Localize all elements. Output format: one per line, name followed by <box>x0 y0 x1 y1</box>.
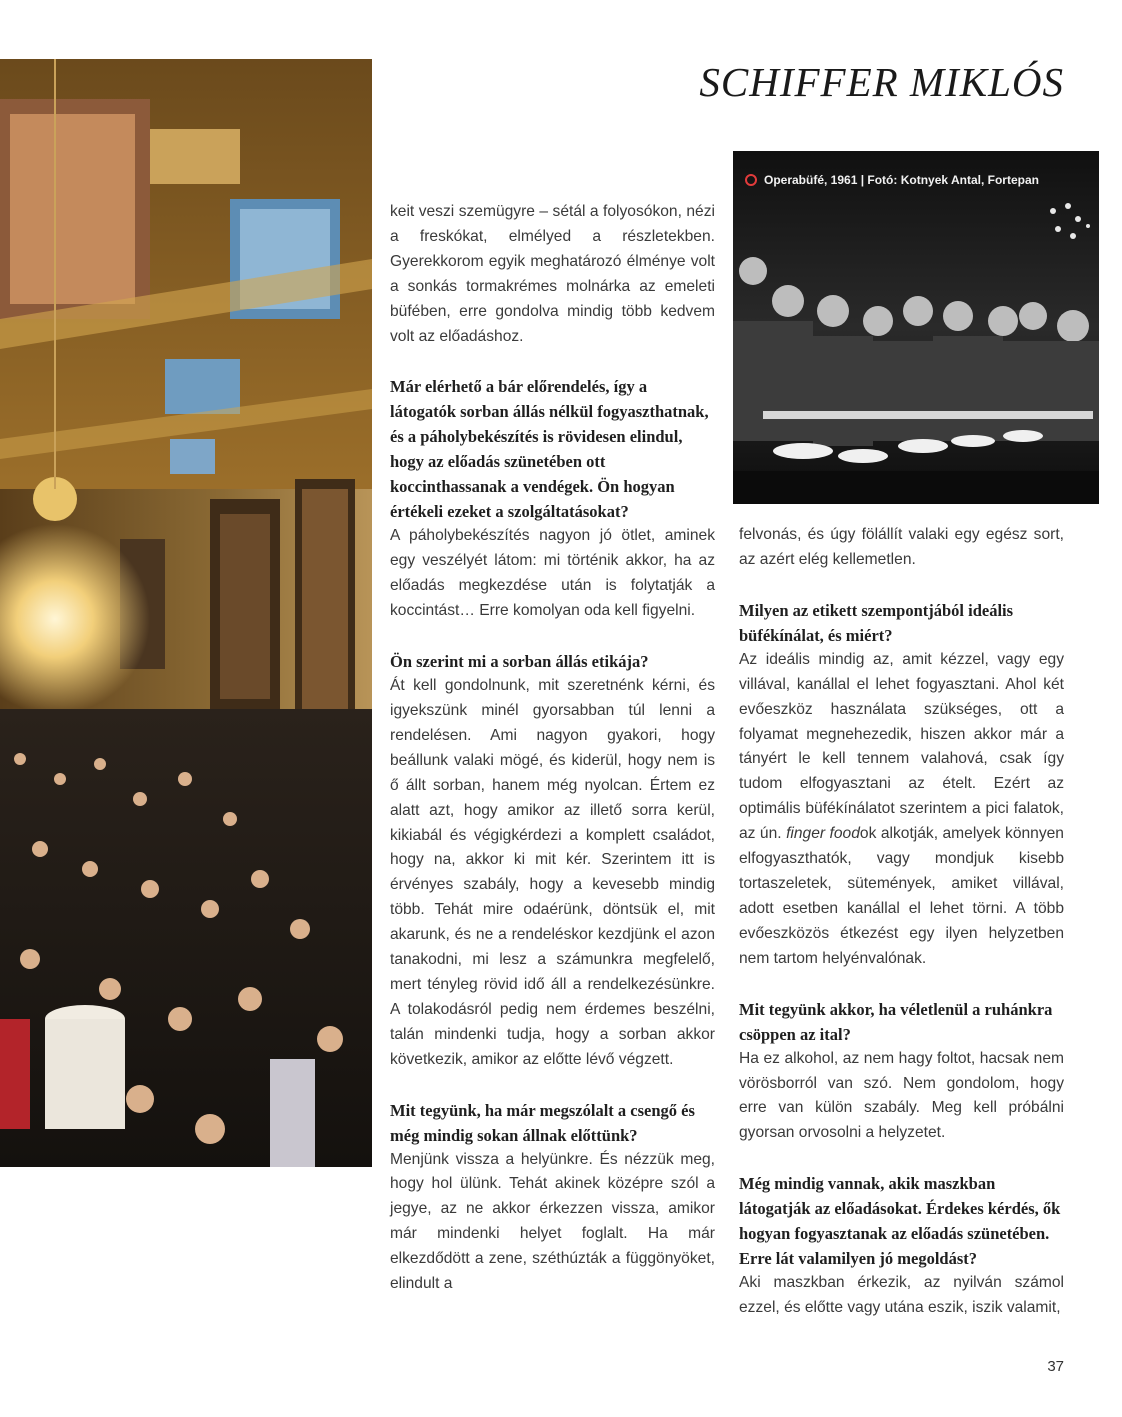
photo-caption <box>745 173 1039 187</box>
page-title: SCHIFFER MIKLÓS <box>699 59 1064 105</box>
italic-term: finger food <box>786 825 860 843</box>
question-heading: Mit tegyünk, ha már megszólalt a csengő és még mindig sokan állnak előttünk? <box>390 1100 695 1145</box>
opera-hall-photo <box>0 59 372 1167</box>
answer-paragraph <box>739 648 1064 972</box>
intro-paragraph: keit veszi szemügyre – sétál a folyosókon, nézi a freskókat, elmélyed a részletekben. Gyerekkorom egyik meghatározó élménye volt a sonkás tormakrémes molnárka az emeleti büfében, erre gondolva mindig több kedvem volt az előadáshoz. <box>390 203 715 345</box>
question-heading: Milyen az etikett szempontjából ideális büfékínálat, és miért? <box>739 600 1014 645</box>
answer-text: Az ideális mindig az, amit kézzel, vagy egy villával, kanállal el lehet fogyasztani. Ahol két evőeszköz használata szükséges, ott a folyamat megnehezedik, hiszen akkor már a tányért le kell tennem valahová, csak így tudom elfogyasztani az ételt. Ezért az optimális büfékínálatot szerintem a pici falatok, az ún. <box>739 650 1064 843</box>
article-column-2 <box>739 523 1064 1346</box>
buffet-photo <box>733 151 1099 504</box>
answer-text: ok alkotják, amelyek könnyen elfogyaszthatók, vagy mondjuk kisebb tortaszeletek, sütemények, amiket villával, adott esetben kanállal el lehet törni. A több evőeszközös étkezést egy ilyen helyzetben nem tartom helyénvalónak. <box>739 825 1064 967</box>
caption-dot-icon <box>745 174 757 186</box>
caption-text: Operabüfé, 1961 | Fotó: Kotnyek Antal, Fortepan <box>764 173 1039 187</box>
answer-paragraph: Át kell gondolnunk, mit szeretnénk kérni, és igyekszünk minél gyorsabban túl lenni a rendelésen. Ami nagyon gyakori, hogy beállunk valaki mögé, és kiderül, hogy nem is ő állt sorban, hanem még nyolcan. Értem ez alatt azt, hogy amikor az illető sorra kerül, kikiabál és végigkérdezi a komplett családot, hogy na, akkor ki mit kér. Szerintem itt is érvényes szabály, hogy a kevesebb mindig több. Tehát mire odaérünk, döntsük el, mit akarunk, és ne a rendeléskor kezdjünk el azon tanakodni, mi lesz a számunkra megfelelő, mert tényleg rövid idő áll a rendelkezésünkre. A tolakodásról pedig nem érdemes beszélni, talán mindenki tudja, hogy a sorban akkor következik, amikor az előtte lévő végzett. <box>390 677 715 1068</box>
question-heading: Mit tegyünk akkor, ha véletlenül a ruhánkra csöppen az ital? <box>739 999 1053 1044</box>
page-number: 37 <box>1047 1358 1064 1375</box>
answer-paragraph: A páholybekészítés nagyon jó ötlet, aminek egy veszélyét látom: mi történik akkor, ha az előadás megkezdése után is folytatják a koccintást… Erre komolyan oda kell figyelni. <box>390 527 715 620</box>
answer-paragraph: Menjünk vissza a helyünkre. És nézzük meg, hogy hol ülünk. Tehát akinek középre szól a jegye, az ne akkor érkezzen vissza, amikor már mindenki helyet foglalt. Ha már elkezdődött a zene, széthúzták a függönyöket, elindult a <box>390 1150 715 1293</box>
question-heading: Ön szerint mi a sorban állás etikája? <box>390 652 649 672</box>
question-heading: Még mindig vannak, akik maszkban látogatják az előadásokat. Érdekes kérdés, ők hogyan fogyasztanak az előadás szünetében. Erre lát valamilyen jó megoldást? <box>739 1174 1061 1269</box>
continuation-paragraph: felvonás, és úgy fölállít valaki egy egész sort, az azért elég kellemetlen. <box>739 526 1064 568</box>
answer-paragraph: Ha ez alkohol, az nem hagy foltot, hacsak nem vörösborról van szó. Nem gondolom, hogy erre van külön szabály. Meg kell próbálni gyorsan orvosolni a helyzetet. <box>739 1049 1064 1142</box>
question-heading: Már elérhető a bár előrendelés, így a látogatók sorban állás nélkül fogyaszthatnak, és a páholybekészítés is rövidesen elindul, hogy az előadás szünetében ott koccinthassanak a vendégek. Ön hogyan értékeli ezeket a szolgáltatásokat? <box>390 377 709 522</box>
answer-paragraph: Aki maszkban érkezik, az nyilván számol ezzel, és előtte vagy utána eszik, iszik valamit, <box>739 1274 1064 1317</box>
article-column-1 <box>390 200 715 1322</box>
